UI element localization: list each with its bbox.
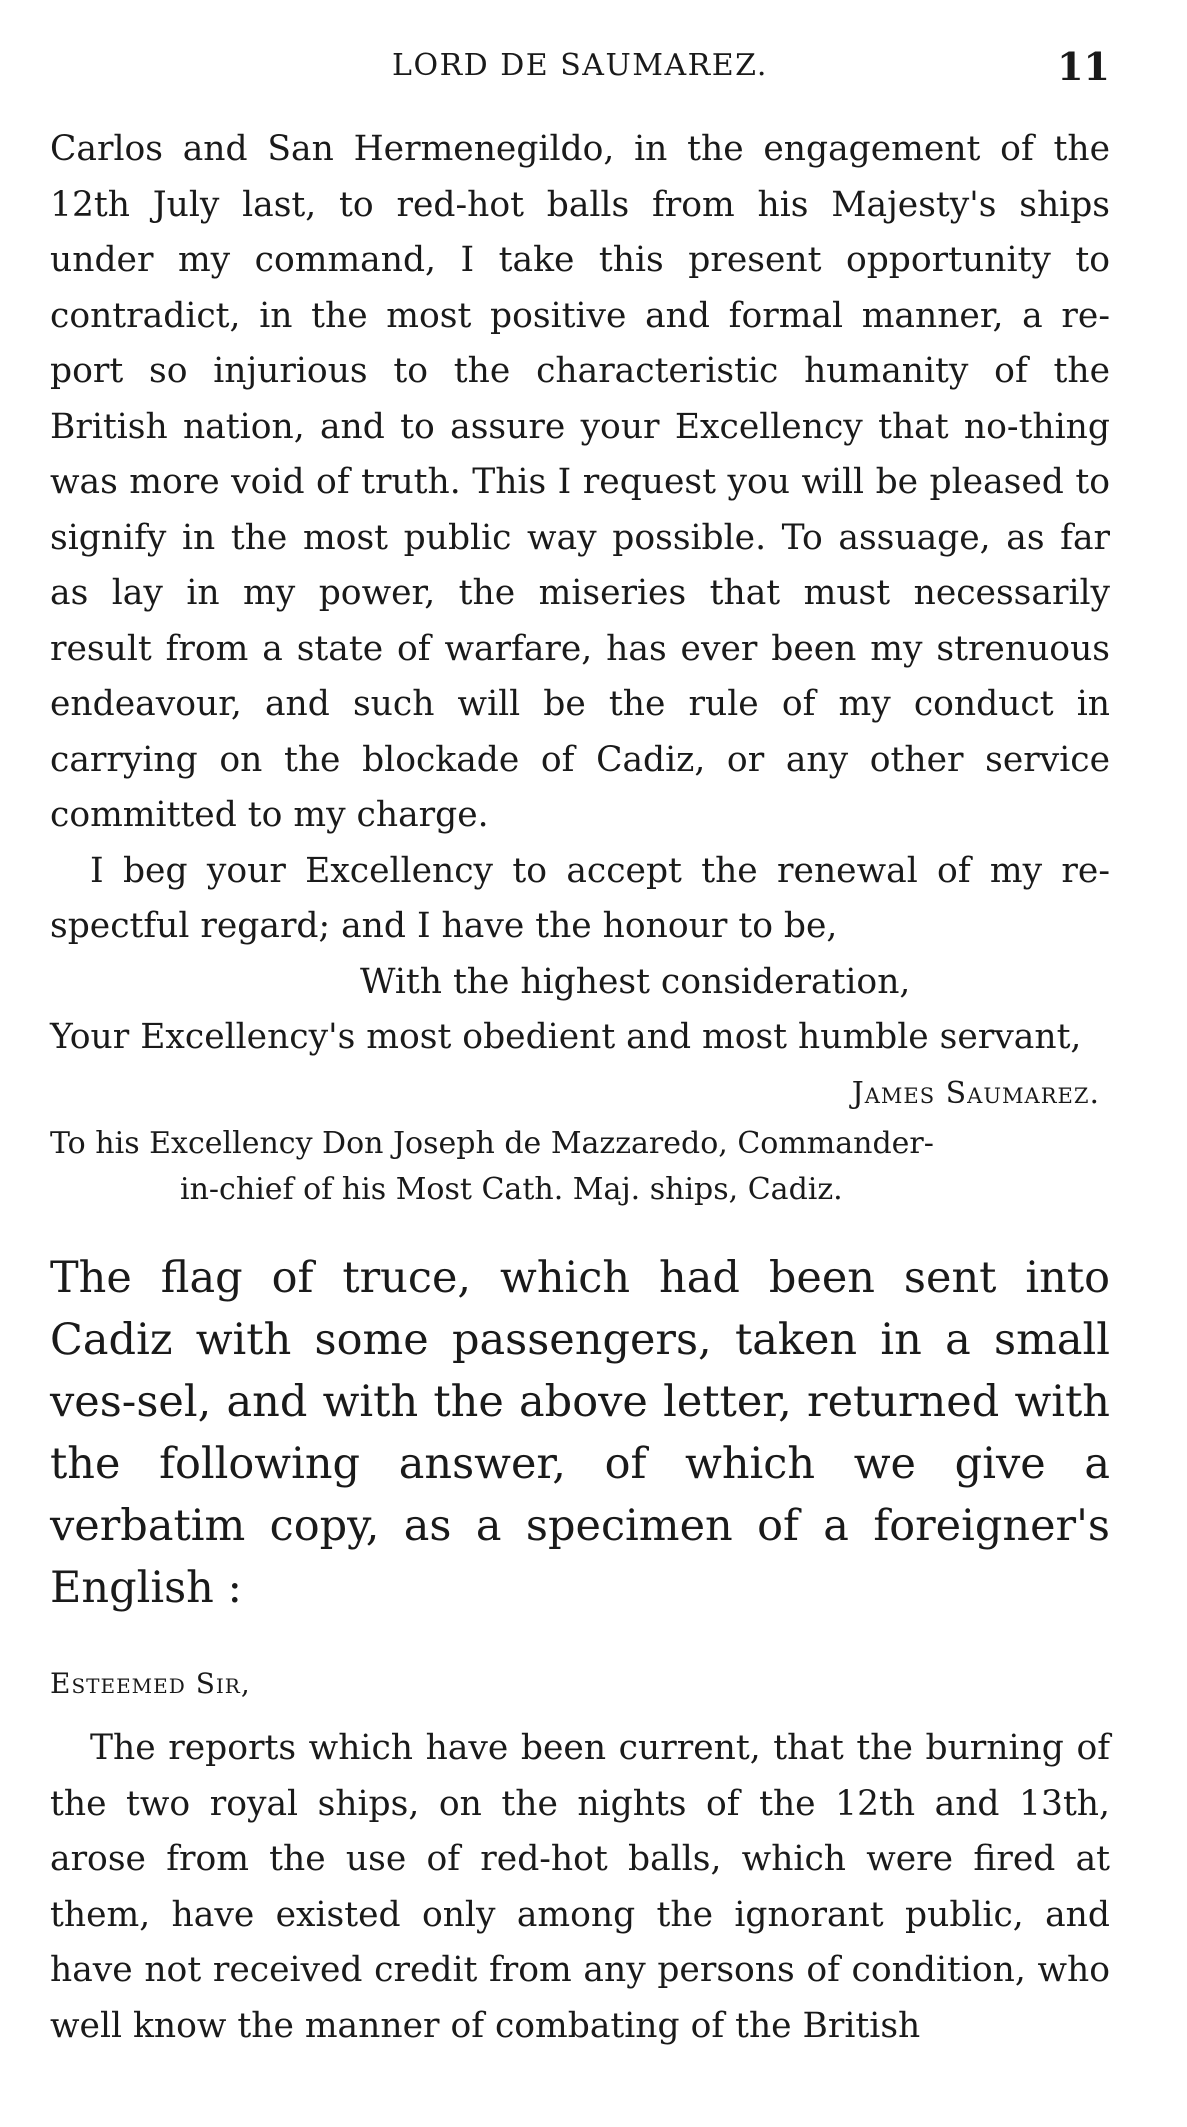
reply-body: The reports which have been current, that the burning of the two royal ships, on the nights of the 12th and 13th, arose from the use of red-hot balls, which were fired at them, have existed only among the ignorant public, and have not received credit from any persons of condition, who well know the manner of combating of the British — [50, 1728, 1110, 2046]
letter-signature: James Saumarez. — [851, 1075, 1100, 1111]
reply-salutation: Esteemed Sir, — [50, 1667, 251, 1700]
letter-body: Carlos and San Hermenegildo, in the engagement of the 12th July last, to red-hot balls from his Majesty's ships under my command, I take this present opportunity to contradict, in the most positive and formal manner, a re-port so injurious to the characteristic humanity of the British nation, and to assure your Excellency that no-thing was more void of truth. This I request you will be pleased to signify in the most public way possible. To assuage, as far as lay in my power, the miseries that must necessarily result from a state of warfare, has ever been my strenuous endeavour, and such will be the rule of my conduct in carrying on the blockade of Cadiz, or any other service committed to my charge. — [50, 129, 1110, 835]
addressee-line-2: in-chief of his Most Cath. Maj. ships, Cadiz. — [180, 1172, 843, 1207]
letter-closing-line-2: Your Excellency's most obedient and most humble servant, — [50, 1017, 1082, 1057]
narrative-paragraph: The flag of truce, which had been sent into Cadiz with some passengers, taken in a small ves-sel, and with the above letter, returned with the following answer, of which we give a verbatim copy, as a specimen of a foreigner's English : — [50, 1253, 1110, 1613]
letter-closing-paragraph: I beg your Excellency to accept the renewal of my re-spectful regard; and I have the honour to be, — [50, 850, 1110, 946]
book-page — [50, 44, 1110, 2054]
running-title: LORD DE SAUMAREZ. — [392, 48, 768, 83]
page-number: 11 — [1057, 44, 1110, 89]
letter-closing-line-1: With the highest consideration, — [360, 961, 911, 1002]
running-header — [50, 44, 1110, 98]
addressee-line-1: To his Excellency Don Joseph de Mazzaredo, Commander- — [50, 1126, 934, 1161]
